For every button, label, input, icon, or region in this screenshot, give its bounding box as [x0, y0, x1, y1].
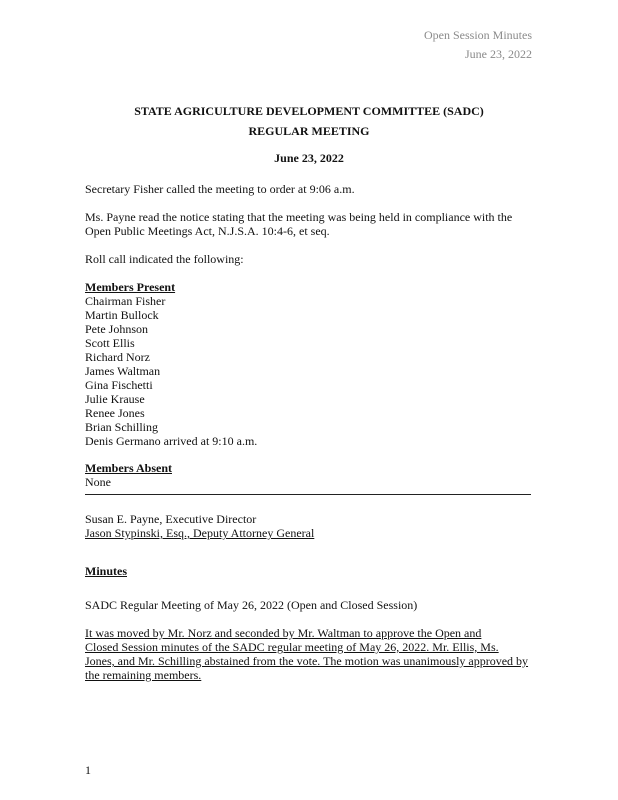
page-header: [424, 26, 532, 64]
minutes-item-text: SADC Regular Meeting of May 26, 2022 (Open and Closed Session): [85, 598, 418, 612]
title-line-2: REGULAR MEETING: [248, 124, 370, 138]
list-item: Brian Schilling: [85, 420, 158, 434]
notice-paragraph: [85, 210, 530, 238]
minutes-heading: Minutes: [85, 564, 127, 578]
list-item: Chairman Fisher: [85, 294, 166, 308]
list-item: Richard Norz: [85, 350, 150, 364]
list-item: None: [85, 475, 111, 489]
list-item: Denis Germano arrived at 9:10 a.m.: [85, 434, 258, 448]
notice-text: Ms. Payne read the notice stating that the meeting was being held in compliance with the Open Public Meetings Act, N.J.S.A. 10:4-6, et seq.: [85, 210, 513, 238]
motion-line: Closed Session minutes of the SADC regular meeting of May 26, 2022. Mr. Ellis, Ms.: [85, 640, 499, 654]
header-date: June 23, 2022: [465, 47, 532, 61]
page-number: 1: [85, 763, 91, 777]
motion-line: Jones, and Mr. Schilling abstained from the vote. The motion was unanimously approved by: [85, 654, 529, 668]
call-to-order-paragraph: [85, 182, 530, 196]
list-item: Pete Johnson: [85, 322, 148, 336]
minutes-section: [85, 564, 530, 578]
list-item: Gina Fischetti: [85, 378, 153, 392]
roll-call-paragraph: [85, 252, 530, 266]
list-item: Renee Jones: [85, 406, 145, 420]
members-present-heading: Members Present: [85, 280, 176, 294]
document-title: [0, 101, 618, 141]
members-absent-heading: Members Absent: [85, 461, 172, 475]
title-line-1: STATE AGRICULTURE DEVELOPMENT COMMITTEE (SADC): [134, 104, 484, 118]
meeting-date: June 23, 2022: [274, 151, 344, 165]
header-title: Open Session Minutes: [424, 28, 532, 42]
list-item: Julie Krause: [85, 392, 145, 406]
staff-section: [85, 512, 530, 540]
staff-executive-director: Susan E. Payne, Executive Director: [85, 512, 257, 526]
minutes-item: [85, 598, 530, 612]
call-to-order-text: Secretary Fisher called the meeting to order at 9:06 a.m.: [85, 182, 355, 196]
section-divider: [85, 494, 531, 495]
list-item: Scott Ellis: [85, 336, 135, 350]
motion-line: It was moved by Mr. Norz and seconded by Mr. Waltman to approve the Open and: [85, 626, 482, 640]
list-item: Martin Bullock: [85, 308, 159, 322]
members-absent-section: [85, 461, 530, 489]
staff-dag-text: Jason Stypinski, Esq., Deputy Attorney General: [85, 526, 315, 540]
roll-call-text: Roll call indicated the following:: [85, 252, 244, 266]
motion-line: the remaining members.: [85, 668, 202, 682]
list-item: James Waltman: [85, 364, 161, 378]
members-present-section: [85, 280, 530, 448]
minutes-motion: [85, 626, 545, 682]
staff-deputy-attorney-general: [85, 526, 523, 540]
